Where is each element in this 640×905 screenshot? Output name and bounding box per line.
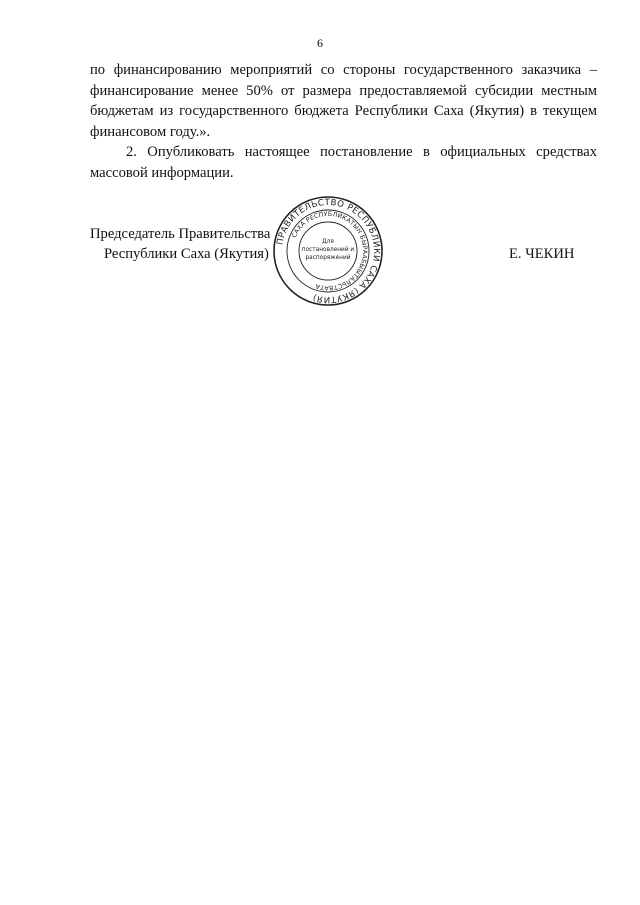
official-seal	[272, 195, 384, 307]
seal-outer-text: ПРАВИТЕЛЬСТВО РЕСПУБЛИКИ САХА (ЯКУТИЯ)	[275, 197, 382, 305]
seal-center-line3: распоряжений	[305, 255, 351, 261]
signatory-position-line2: Республики Саха (Якутия)	[104, 246, 269, 262]
paragraph-publish: 2. Опубликовать настоящее постановление в официальных средствах массовой информации.	[90, 144, 597, 181]
seal-center-line1: Для	[322, 239, 334, 245]
signatory-name: Е. ЧЕКИН	[509, 246, 575, 262]
paragraph-continuation: по финансированию мероприятий со стороны государственного заказчика – финансирование менее 50% от размера предоставляемой субсидии местным бюджетам из государственного бюджета Республики Саха (Якутия) в текущем финансовом году.».	[90, 62, 597, 140]
page-number: 6	[317, 36, 323, 50]
seal-inner-text: САХА РЕСПУБЛИКАТЫН БЫРААБЫЫТАЛЬСТВАТА	[290, 210, 369, 292]
seal-center-line2: постановлений и	[301, 247, 355, 253]
signatory-position-line1: Председатель Правительства	[90, 226, 271, 242]
body-text	[90, 60, 597, 184]
signatory-position	[90, 224, 270, 264]
